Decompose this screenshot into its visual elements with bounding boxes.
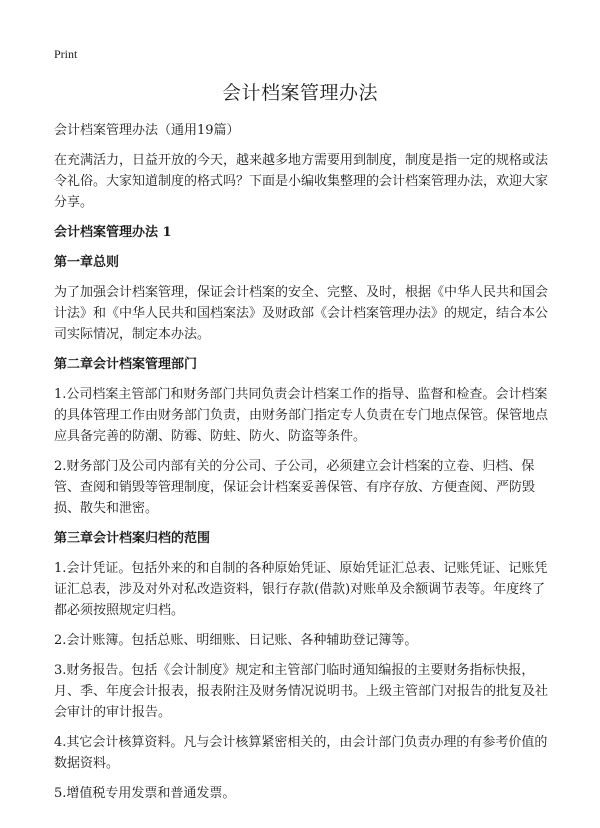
chapter3-item-1: 1.会计凭证。包括外来的和自制的各种原始凭证、原始凭证汇总表、记账凭证、记账凭证汇总表，涉及对外对私改造资料，银行存款(借款)对账单及余额调节表等。年度终了都必须按照规定归档。	[54, 561, 548, 618]
chapter3-item-2: 2.会计账簿。包括总账、明细账、日记账、各种辅助登记簿等。	[54, 633, 418, 648]
article-body	[54, 120, 554, 813]
page-title: 会计档案管理办法	[221, 82, 378, 104]
article-subtitle: 会计档案管理办法（通用19篇）	[54, 123, 240, 138]
chapter1-paragraph: 为了加强会计档案管理，保证会计档案的安全、完整、及时，根据《中华人民共和国会计法》和《中华人民共和国档案法》及财政部《会计档案管理办法》的规定，结合本公司实际情况，制定本办法。	[54, 285, 549, 342]
chapter3-heading: 第三章会计档案归档的范围	[54, 531, 211, 546]
chapter3-item-5: 5.增值税专用发票和普通发票。	[54, 786, 236, 801]
chapter3-item-4: 4.其它会计核算资料。凡与会计核算紧密相关的，由会计部门负责办理的有参考价值的数据资料。	[54, 735, 548, 771]
print-link[interactable]: Print	[54, 47, 78, 61]
chapter2-item-2: 2.财务部门及公司内部有关的分公司、子公司，必须建立会计档案的立卷、归档、保管、查阅和销毁等管理制度，保证会计档案妥善保管、有序存放、方便查阅、严防毁损、散失和泄密。	[54, 459, 536, 516]
chapter3-item-3: 3.财务报告。包括《会计制度》规定和主管部门临时通知编报的主要财务指标快报，月、季、年度会计报表，报表附注及财务情况说明书。上级主管部门对报告的批复及社会审计的审计报告。	[54, 663, 549, 720]
chapter1-heading: 第一章总则	[54, 255, 120, 270]
chapter2-item-1: 1.公司档案主管部门和财务部门共同负责会计档案工作的指导、监督和检查。会计档案的具体管理工作由财务部门负责，由财务部门指定专人负责在专门地点保管。保管地点应具备完善的防潮、防霉、防蛀、防火、防盗等条件。	[54, 387, 549, 444]
section-heading: 会计档案管理办法 1	[54, 225, 172, 240]
intro-paragraph: 在充满活力，日益开放的今天，越来越多地方需要用到制度，制度是指一定的规格或法令礼俗。大家知道制度的格式吗？下面是小编收集整理的会计档案管理办法，欢迎大家分享。	[54, 153, 549, 210]
chapter2-heading: 第二章会计档案管理部门	[54, 357, 198, 372]
